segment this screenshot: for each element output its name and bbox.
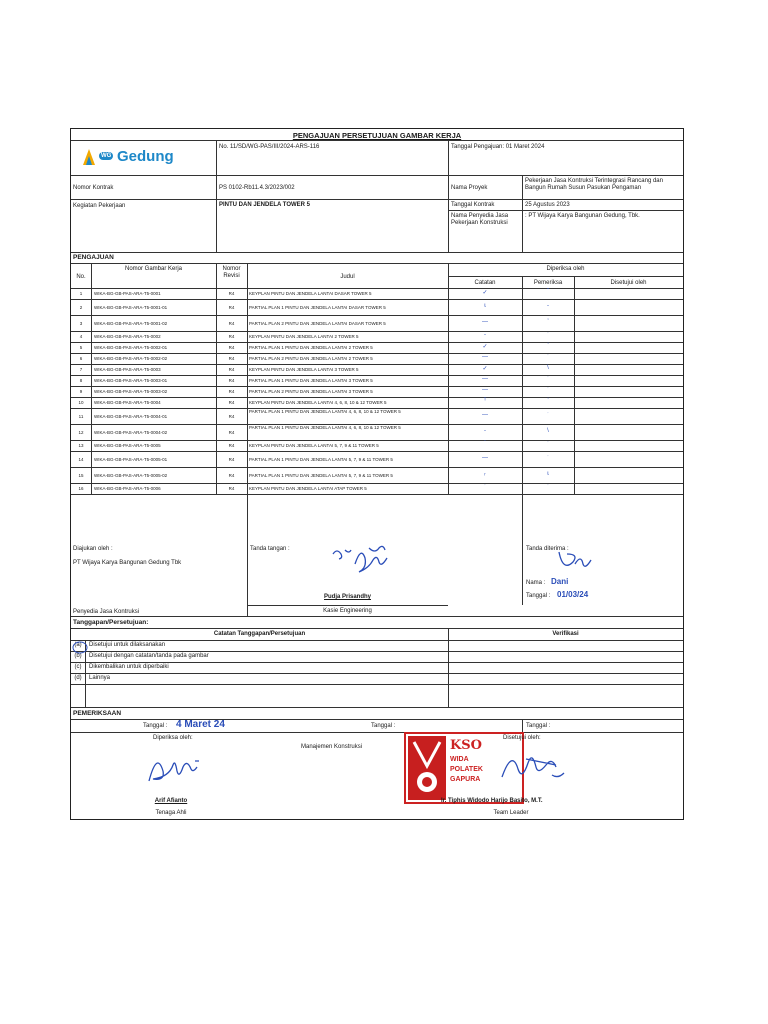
table-row-note: — <box>482 454 488 461</box>
table-row-code: WIKA-BG-GB-PAS-ARA-T5-0001-02 <box>94 320 168 326</box>
project-name: Pekerjaan Jasa Kontruksi Terintegrasi Rancang dan Bangun Rumah Susun Pasukan Pengaman <box>525 178 663 191</box>
table-row-check: ˑ <box>547 332 549 338</box>
table-row-rev: R4 <box>228 356 235 361</box>
response-option-text: Dikembalikan untuk diperbaiki <box>89 664 169 670</box>
selected-option-circle <box>72 641 88 654</box>
table-row-rev: R4 <box>228 389 235 394</box>
logo-badge: WG <box>101 153 112 159</box>
col-notes: Catatan <box>474 280 496 286</box>
table-row-title: PARTIAL PLAN 2 PINTU DAN JENDELA LANTAI DASAR TOWER 5 <box>249 320 386 326</box>
submitted-company: PT Wijaya Karya Bangunan Gedung Tbk <box>73 560 182 566</box>
table-row-code: WIKA-BG-GB-PAS-ARA-T5-0003 <box>94 367 161 372</box>
contract-number-label: Nomor Kontrak <box>73 185 114 191</box>
received-label: Tanda diterima : <box>526 546 569 552</box>
table-row-title: PARTIAL PLAN 1 PINTU DAN JENDELA LANTAI 5, 7, 9 & 11 TOWER 5 <box>249 456 393 462</box>
table-row-code: WIKA-BG-GB-PAS-ARA-T5-0001-01 <box>94 304 168 310</box>
table-row-no: 15 <box>78 472 84 478</box>
wika-gedung-logo <box>81 145 201 171</box>
table-row-note: ✓ <box>482 366 488 372</box>
table-row-title: KEYPLAN PINTU DAN JENDELA LANTAI 5, 7, 9 & 11 TOWER 5 <box>249 443 379 448</box>
col-revision: Nomor Revisi <box>222 266 241 279</box>
table-row-note: ɩ <box>484 302 486 309</box>
table-row-title: KEYPLAN PINTU DAN JENDELA LANTAI 3 TOWER 5 <box>249 367 359 372</box>
contractor-label: Nama Penyedia Jasa Pekerjaan Konstruksi <box>451 213 509 226</box>
table-row-check: ˑ <box>547 376 549 382</box>
table-row-no: 8 <box>79 378 83 383</box>
response-option-text: Disetujui dengan catatan/tanda pada gambar <box>89 653 209 659</box>
col-response-notes: Catatan Tanggapan/Persetujuan <box>213 631 306 637</box>
leader-title: Team Leader <box>493 810 529 816</box>
form-number: No. 11/SD/WG-PAS/III/2024-ARS-116 <box>219 144 320 150</box>
inspection-date-label-2: Tanggal : <box>371 723 396 729</box>
table-row-rev: R4 <box>228 472 235 478</box>
table-row-note: ˑ <box>484 484 486 490</box>
table-row-check: \ <box>547 427 549 434</box>
table-row-code: WIKA-BG-GB-PAS-ARA-T5-0002-02 <box>94 356 168 361</box>
received-date: 01/03/24 <box>557 590 589 599</box>
response-option-text: Disetujui untuk dilaksanakan <box>89 642 166 648</box>
leader-signature <box>496 747 576 792</box>
col-checker: Pemeriksa <box>533 280 563 286</box>
contract-date-label: Tanggal Kontrak <box>451 202 495 208</box>
table-row-title: PARTIAL PLAN 1 PINTU DAN JENDELA LANTAI 3 TOWER 5 <box>249 378 373 383</box>
table-row-rev: R4 <box>228 429 235 435</box>
table-row-note: — <box>482 354 488 360</box>
table-row-no: 2 <box>79 304 83 310</box>
table-row-note: ᵀ <box>483 398 487 404</box>
table-row-check: ˑ <box>547 454 549 461</box>
table-row-no: 6 <box>79 356 83 361</box>
stamp-line-2: WIDA <box>450 756 469 763</box>
signature-label: Tanda tangan : <box>250 546 290 552</box>
table-row-title: KEYPLAN PINTU DAN JENDELA LANTAI 2 TOWER 5 <box>249 334 359 339</box>
table-row-rev: R4 <box>228 304 235 310</box>
submitted-label: Diajukan oleh : <box>73 546 113 552</box>
table-row-rev: R4 <box>228 334 235 339</box>
table-row-rev: R4 <box>228 320 235 326</box>
table-row-note: — <box>482 411 488 418</box>
checker-signature <box>145 751 215 791</box>
col-approved: Disetujui oleh <box>610 280 647 286</box>
table-row-no: 12 <box>78 429 84 435</box>
response-option-key: (b) <box>74 653 82 659</box>
table-row-title: KEYPLAN PINTU DAN JENDELA LANTAI ATAP TOWER 5 <box>249 486 367 491</box>
table-row-note: ˋ <box>484 441 486 447</box>
inspection-section: PEMERIKSAAN <box>73 710 122 717</box>
stamp-line-4: GAPURA <box>450 776 481 783</box>
table-row-check: ˜ <box>547 289 549 295</box>
table-row-rev: R4 <box>228 345 235 350</box>
table-row-title: PARTIAL PLAN 1 PINTU DAN JENDELA LANTAI 4, 6, 8, 10 & 12 TOWER 5 <box>249 409 401 414</box>
table-row-rev: R4 <box>228 291 235 296</box>
signer-title: Kasie Engineering <box>323 608 372 614</box>
table-row-no: 13 <box>78 443 84 448</box>
table-row-title: PARTIAL PLAN 1 PINTU DAN JENDELA LANTAI DASAR TOWER 5 <box>249 304 386 310</box>
table-row-no: 3 <box>79 320 83 326</box>
submission-date: Tanggal Pengajuan: 01 Maret 2024 <box>451 144 545 150</box>
col-checked-by: Diperiksa oleh <box>546 266 585 272</box>
table-row-code: WIKA-BG-GB-PAS-ARA-T5-0003-01 <box>94 378 168 383</box>
table-row-check: ʼ <box>547 318 549 325</box>
inspection-date-label-1: Tanggal : <box>143 723 168 729</box>
response-option-key: (d) <box>74 675 82 681</box>
table-row-check: ʼ <box>547 398 549 404</box>
receiver-signature <box>555 546 595 576</box>
mk-label: Manajemen Konstruksi <box>301 744 363 750</box>
table-row-title: PARTIAL PLAN 1 PINTU DAN JENDELA LANTAI 2 TOWER 5 <box>249 345 373 350</box>
table-row-no: 10 <box>78 400 84 405</box>
table-row-code: WIKA-BG-GB-PAS-ARA-T5-0005-02 <box>94 472 168 478</box>
table-row-check: ˑ <box>547 411 549 418</box>
table-row-no: 4 <box>79 334 83 339</box>
received-date-label: Tanggal : <box>526 593 551 599</box>
table-row-no: 14 <box>78 456 84 462</box>
table-row-code: WIKA-BG-GB-PAS-ARA-T5-0003-02 <box>94 389 168 394</box>
work-activity: PINTU DAN JENDELA TOWER 5 <box>219 202 311 208</box>
table-row-check: ˑ <box>547 441 549 447</box>
stamp-emblem-icon <box>408 736 446 800</box>
table-row-code: WIKA-BG-GB-PAS-ARA-T5-0005 <box>94 443 161 448</box>
table-row-code: WIKA-BG-GB-PAS-ARA-T5-0002-01 <box>94 345 168 350</box>
table-row-rev: R4 <box>228 456 235 462</box>
table-row-title: KEYPLAN PINTU DAN JENDELA LANTAI 4, 6, 8, 10 & 12 TOWER 5 <box>249 400 387 405</box>
table-row-rev: R4 <box>228 367 235 372</box>
col-title: Judul <box>340 274 355 280</box>
submitted-role: Penyedia Jasa Kontruksi <box>73 609 140 615</box>
pengajuan-section: PENGAJUAN <box>73 254 114 261</box>
table-row-no: 7 <box>79 367 83 372</box>
table-row-rev: R4 <box>228 486 235 491</box>
form-title: PENGAJUAN PERSETUJUAN GAMBAR KERJA <box>292 131 462 140</box>
table-row-no: 9 <box>79 389 83 394</box>
table-row-note: — <box>482 387 488 393</box>
table-row-title: PARTIAL PLAN 2 PINTU DAN JENDELA LANTAI 3 TOWER 5 <box>249 389 373 394</box>
response-option-text: Lainnya <box>89 675 111 681</box>
table-row-code: WIKA-BG-GB-PAS-ARA-T5-0002 <box>94 334 161 339</box>
table-row-check: ˑ <box>547 484 549 490</box>
contract-date: 25 Agustus 2023 <box>525 202 570 208</box>
table-row-title: PARTIAL PLAN 1 PINTU DAN JENDELA LANTAI 4, 6, 8, 10 & 12 TOWER 5 <box>249 425 401 430</box>
contract-number: PS 0102-Rb11.4.3/2023/002 <box>219 185 295 191</box>
table-row-title: KEYPLAN PINTU DAN JENDELA LANTAI DASAR TOWER 5 <box>249 291 372 296</box>
table-row-no: 16 <box>78 486 84 491</box>
checked-label: Diperiksa oleh: <box>153 735 193 741</box>
checker-title: Tenaga Ahli <box>155 810 187 816</box>
inspection-date-label-3: Tanggal : <box>526 723 551 729</box>
contractor: : PT Wijaya Karya Bangunan Gedung, Tbk. <box>525 213 640 219</box>
response-section: Tanggapan/Persetujuan: <box>73 619 149 626</box>
table-row-code: WIKA-BG-GB-PAS-ARA-T5-0001 <box>94 291 161 296</box>
table-row-check: ˑ <box>547 354 549 360</box>
form-sheet <box>70 128 684 820</box>
table-row-code: WIKA-BG-GB-PAS-ARA-T5-0005-01 <box>94 456 168 462</box>
table-row-no: 5 <box>79 345 83 350</box>
work-activity-label: Kegiatan Pekerjaan <box>73 203 126 209</box>
table-row-note: ✓ <box>482 344 488 350</box>
leader-name: Ir. Tiphis Widodo Harijo Basito, M.T. <box>441 798 543 804</box>
col-verification: Verifikasi <box>552 631 579 637</box>
submitter-signature <box>329 544 399 584</box>
logo-text: Gedung <box>117 148 174 165</box>
stamp-line-3: POLATEK <box>450 766 483 773</box>
logo-icon <box>81 147 97 167</box>
table-row-rev: R4 <box>228 413 235 419</box>
table-row-no: 1 <box>79 291 83 296</box>
table-row-rev: R4 <box>228 443 235 448</box>
approved-label: Disetujui oleh: <box>503 735 541 741</box>
received-name: Dani <box>551 577 569 586</box>
table-row-code: WIKA-BG-GB-PAS-ARA-T5-0004 <box>94 400 161 405</box>
response-option-key: (a) <box>74 642 82 648</box>
table-row-note: - <box>484 332 486 338</box>
received-name-label: Nama : <box>526 580 546 586</box>
table-row-title: PARTIAL PLAN 2 PINTU DAN JENDELA LANTAI 2 TOWER 5 <box>249 356 373 361</box>
table-row-note: ✓ <box>482 290 488 296</box>
inspection-date-value-1: 4 Maret 24 <box>176 719 225 730</box>
table-row-check: ˑ <box>547 387 549 393</box>
col-drawing-no: Nomor Gambar Kerja <box>124 266 183 272</box>
table-row-no: 11 <box>78 413 84 419</box>
checker-name: Arif Afianto <box>154 798 188 804</box>
table-row-check: ʼ <box>547 343 549 349</box>
table-row-check: ɩ <box>547 470 549 477</box>
table-row-code: WIKA-BG-GB-PAS-ARA-T5-0006 <box>94 486 161 491</box>
table-row-code: WIKA-BG-GB-PAS-ARA-T5-0004-02 <box>94 429 168 435</box>
table-row-rev: R4 <box>228 400 235 405</box>
stamp-line-1: KSO <box>450 738 483 753</box>
table-row-note: - <box>484 427 486 434</box>
table-row-check: - <box>547 302 549 309</box>
table-row-check: \ <box>547 365 549 371</box>
table-row-title: PARTIAL PLAN 1 PINTU DAN JENDELA LANTAI 5, 7, 9 & 11 TOWER 5 <box>249 472 393 478</box>
signer-name: Pudja Prisandhy <box>323 594 371 600</box>
table-row-note: — <box>482 376 488 382</box>
project-name-label: Nama Proyek <box>451 185 488 191</box>
col-no: No. <box>76 274 86 280</box>
table-row-rev: R4 <box>228 378 235 383</box>
table-row-note: ᵣ <box>484 470 486 477</box>
table-row-note: — <box>482 318 488 325</box>
table-row-code: WIKA-BG-GB-PAS-ARA-T5-0004-01 <box>94 413 168 419</box>
response-option-key: (c) <box>74 664 82 670</box>
